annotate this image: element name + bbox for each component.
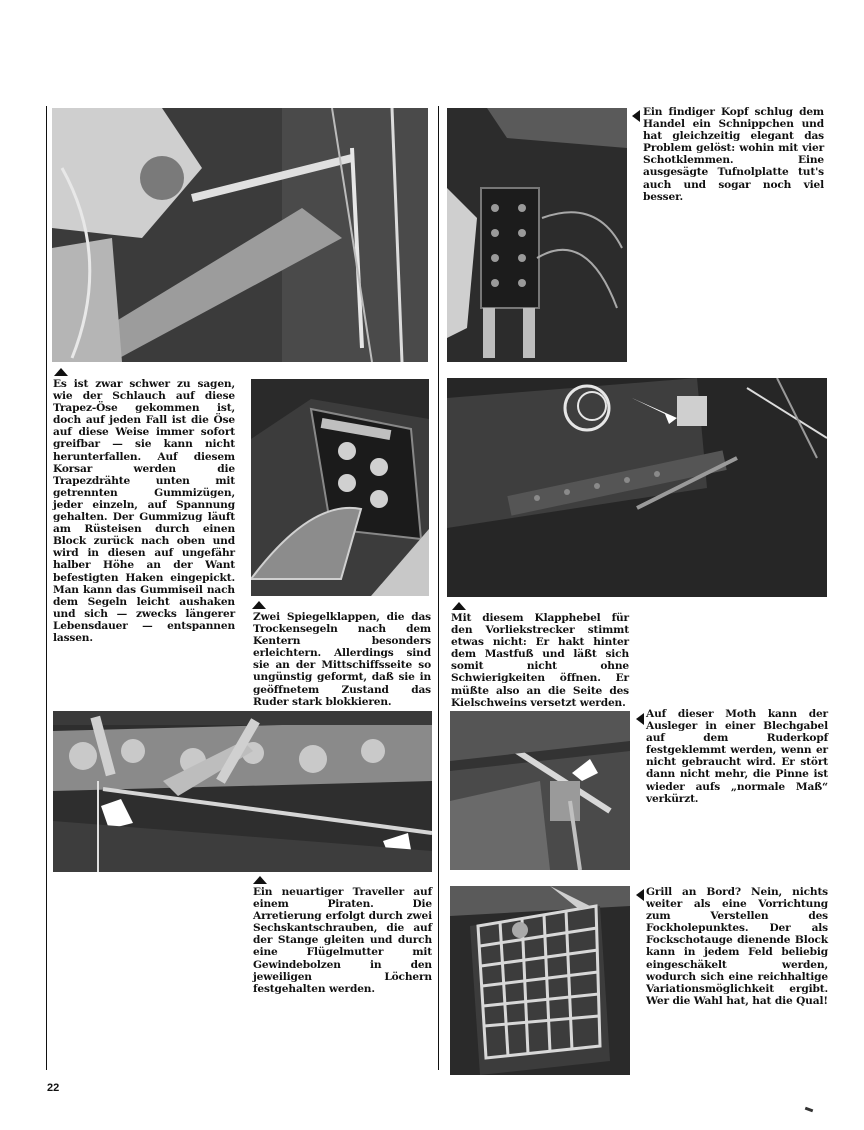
photo-tufnol-plate [447, 108, 627, 362]
photo-trapeze-eye [52, 108, 428, 362]
left-column-rule [46, 106, 47, 1070]
print-speck [805, 1107, 814, 1113]
caption-pointer-traveller [253, 876, 267, 884]
caption-trapeze: Es ist zwar schwer zu sagen, wie der Schlauch auf diese Trapez-Öse gekommen ist, doch auf jeden Fall ist die Öse auf diese Weise immer sofort greifbar — sie kann nicht herunterfallen. Auf diesem Korsar werden die Trapezdrähte unten mit getrennten Gummizügen, jeder einzeln, auf Spannung gehalten. Der Gummizug läuft am Rüsteisen durch einen Block zurück nach oben und wird in diesen auf ungefähr halber Höhe an der Want befestigten Haken eingepickt. Man kann das Gummiseil nach dem Segeln leicht aushaken und sich — zwecks längerer Lebensdauer — entspannen lassen. [53, 378, 235, 644]
page-number: 22 [47, 1082, 60, 1094]
photo-traveller [53, 711, 432, 872]
caption-pointer-moth [636, 713, 644, 725]
caption-pointer-tufnol [632, 110, 640, 122]
caption-folding-lever: Mit diesem Klapphebel für den Vorliekstrecker stimmt etwas nicht: Er hakt hinter dem Mastfuß und läßt sich somit nicht ohne Schwierigkeiten öffnen. Er müßte also an die Seite des Kielschweins versetzt werden. [451, 612, 629, 709]
caption-mirror-flaps: Zwei Spiegelklappen, die das Trockensegeln nach dem Kentern besonders erleichtern. Allerdings sind sie an der Mittschiffsseite so ungünstig geformt, daß sie in geöffnetem Zustand das Ruder stark blokkieren. [253, 611, 431, 708]
photo-grill [450, 886, 630, 1075]
caption-traveller: Ein neuartiger Traveller auf einem Piraten. Die Arretierung erfolgt durch zwei Sechskantschrauben, die auf der Stange gleiten und durch eine Flügelmutter mit Gewindebolzen in den jeweiligen Löchern festgehalten werden. [253, 886, 432, 995]
photo-mirror-flaps [251, 379, 429, 596]
caption-pointer-mirror [252, 601, 266, 609]
caption-pointer-grill [636, 889, 644, 901]
caption-grill: Grill an Bord? Nein, nichts weiter als eine Vorrichtung zum Verstellen des Fockholepunktes. Der als Fockschotauge dienende Block kann in jedem Feld beliebig eingeschäkelt werden, wodurch sich eine reichhaltige Variationsmöglichkeit ergibt. Wer die Wahl hat, hat die Qual! [646, 886, 828, 1007]
photo-folding-lever [447, 378, 827, 597]
photo-moth-tiller [450, 711, 630, 870]
caption-moth: Auf dieser Moth kann der Ausleger in einer Blechgabel auf dem Ruderkopf festgeklemmt werden, wenn er nicht gebraucht wird. Er stört dann nicht mehr, die Pinne ist wieder aufs „normale Maß“ verkürzt. [646, 708, 828, 805]
center-column-rule [438, 106, 439, 1070]
caption-tufnol: Ein findiger Kopf schlug dem Handel ein Schnippchen und hat gleichzeitig elegant das Problem gelöst: wohin mit vier Schotklemmen. Eine ausgesägte Tufnolplatte tut's auch und sogar noch viel besser. [643, 106, 824, 203]
caption-pointer-lever [452, 602, 466, 610]
caption-pointer-trapeze [54, 368, 68, 376]
